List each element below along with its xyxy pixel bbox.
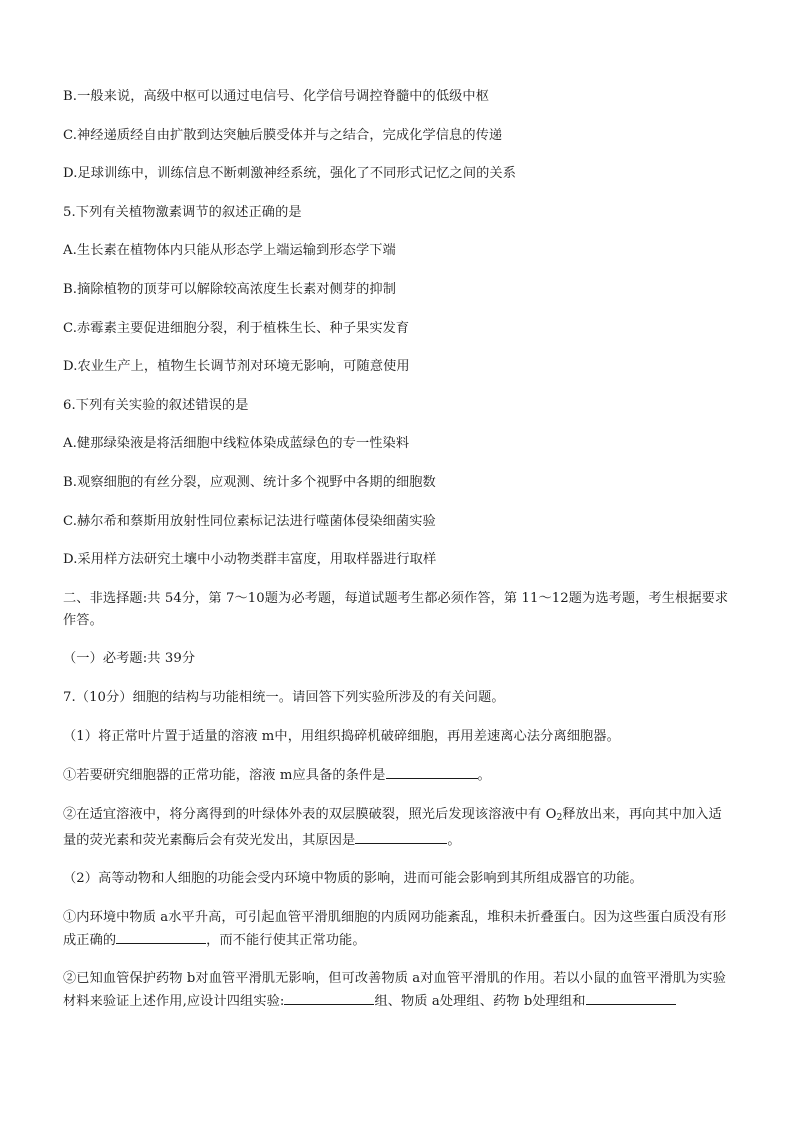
q5-option-d: D.农业生产上，植物生长调节剂对环境无影响，可随意使用: [63, 359, 410, 375]
question-6: 6.下列有关实验的叙述错误的是: [63, 397, 249, 413]
q4-option-b: B.一般来说，高级中枢可以通过电信号、化学信号调控脊髓中的低级中枢: [63, 89, 489, 104]
q7-part-1a-text: ①若要研究细胞器的正常功能，溶液 m应具备的条件是: [63, 768, 386, 784]
q7-part-1a: [63, 764, 731, 787]
oxygen-subscript: 2: [556, 812, 563, 823]
q7-part-2b-text-2: 组、物质 a处理组、药物 b处理组和: [374, 994, 586, 1010]
q6-option-a: A.健那绿染液是将活细胞中线粒体染成蓝绿色的专一性染料: [63, 436, 410, 452]
exam-page: [63, 86, 731, 1030]
q7-part-1: （1）将正常叶片置于适量的溶液 m中，用组织捣碎机破碎细胞，再用差速离心法分离细胞器。: [63, 728, 620, 744]
q7-part-2: （2）高等动物和人细胞的功能会受内环境中物质的影响，进而可能会影响到其所组成器官的功能。: [63, 871, 643, 887]
section-2-heading: 二、非选择题:共 54分，第 7～10题为必考题，每道试题考生都必须作答，第 11～12题为选考题，考生根据要求作答。: [63, 590, 729, 628]
q7-part-2a: [63, 907, 731, 952]
answer-blank-3[interactable]: [116, 929, 206, 944]
q7-part-1b-end: 。: [447, 832, 461, 848]
q6-option-c: C.赫尔希和蔡斯用放射性同位素标记法进行噬菌体侵染细菌实验: [63, 513, 436, 529]
q7-part-2a-end: ，而不能行使其正常功能。: [206, 932, 366, 948]
q4-option-c: C.神经递质经自由扩散到达突触后膜受体并与之结合，完成化学信息的传递: [63, 127, 503, 143]
q6-option-b: B.观察细胞的有丝分裂，应观测、统计多个视野中各期的细胞数: [63, 474, 436, 490]
q5-option-c: C.赤霉素主要促进细胞分裂，利于植株生长、种子果实发育: [63, 320, 410, 336]
required-questions-heading: （一）必考题:共 39分: [63, 651, 196, 667]
answer-blank-4[interactable]: [284, 990, 374, 1005]
q7-part-1b-text: ②在适宜溶液中，将分离得到的叶绿体外表的双层膜破裂，照光后发现该溶液中有 O: [63, 806, 557, 822]
question-7: 7.（10分）细胞的结构与功能相统一。请回答下列实验所涉及的有关问题。: [63, 689, 505, 705]
answer-blank-2[interactable]: [355, 829, 447, 844]
q7-part-1a-end: 。: [477, 768, 491, 784]
question-5: 5.下列有关植物激素调节的叙述正确的是: [63, 204, 302, 220]
q7-part-1b-text-2: 释放出来，再向其中加入适量的荧光素和荧光素酶后会有荧光发出，其原因是: [63, 806, 722, 848]
q6-option-d: D.采用样方法研究土壤中小动物类群丰富度，用取样器进行取样: [63, 552, 437, 568]
answer-blank-1[interactable]: [386, 764, 478, 779]
q4-option-d: D.足球训练中，训练信息不断刺激神经系统，强化了不同形式记忆之间的关系: [63, 166, 516, 182]
q7-part-2b-text: ②已知血管保护药物 b对血管平滑肌无影响，但可改善物质 a对血管平滑肌的作用。若以小鼠的血管平滑肌为实验材料来验证上述作用,应设计四组实验:: [63, 971, 726, 1010]
q7-part-2b: [63, 968, 731, 1013]
q7-part-1b: [63, 804, 731, 852]
q5-option-b: B.摘除植物的顶芽可以解除较高浓度生长素对侧芽的抑制: [63, 281, 396, 297]
q7-part-2a-text: ①内环境中物质 a水平升高，可引起血管平滑肌细胞的内质网功能紊乱，堆积未折叠蛋白。因为这些蛋白质没有形成正确的: [63, 909, 727, 948]
q5-option-a: A.生长素在植物体内只能从形态学上端运输到形态学下端: [63, 243, 396, 259]
answer-blank-5[interactable]: [586, 990, 676, 1005]
